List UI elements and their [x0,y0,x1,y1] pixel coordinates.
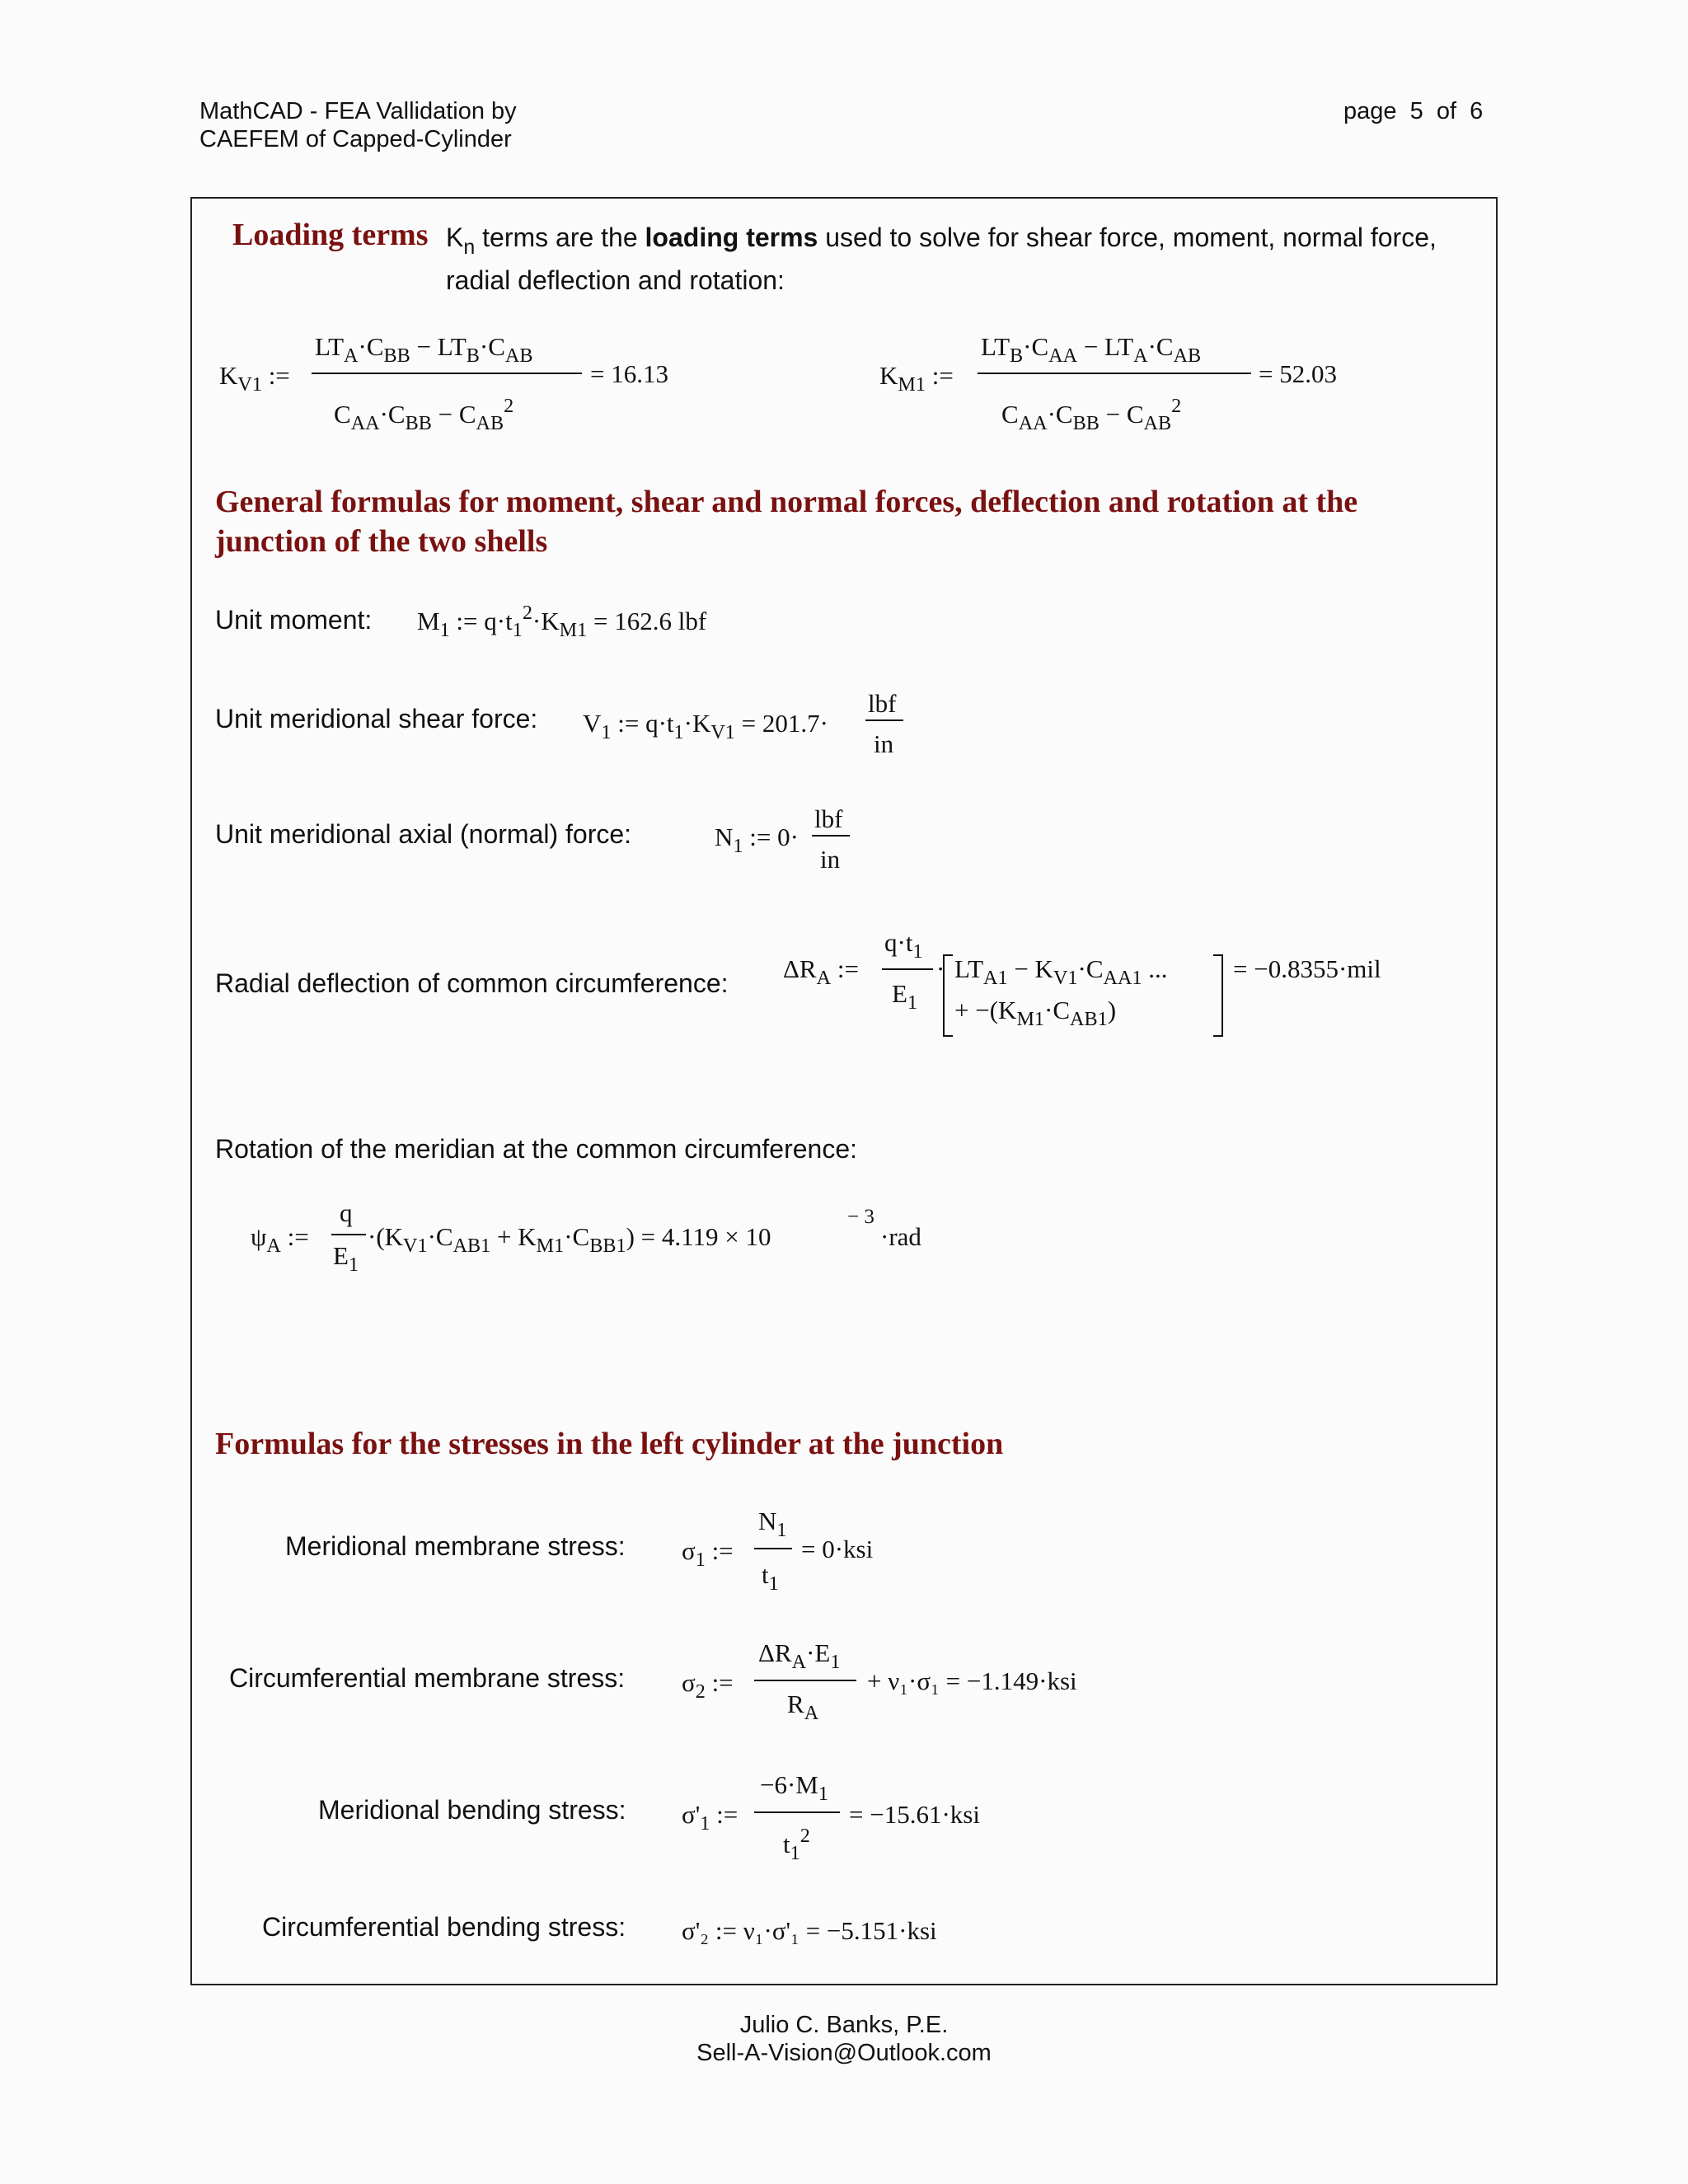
circumferential-bending-label: Circumferential bending stress: [262,1912,626,1942]
meridional-bending-label: Meridional bending stress: [318,1795,626,1825]
n1-unit-den: in [820,845,841,874]
loading-text-pre: terms are the [482,223,638,252]
sigma2-num: $\Delta R_A\cdot E_1$ [758,1638,841,1674]
kv1-denominator: $C_{AA}\cdot C_{BB} - C_{AB}^2$ [334,394,514,435]
delta-ra-num: $q\cdot t_1$ [884,928,923,963]
sigma1p-num: $-6\cdot M_1$ [760,1770,828,1806]
page-number: page 5 of 6 [1343,98,1484,124]
psi-a-result: = 4.119 × 10 [640,1222,771,1251]
psi-a-unit: ·rad [880,1222,921,1251]
unit-axial-label: Unit meridional axial (normal) force: [215,819,632,849]
loading-terms-title: Loading terms [232,218,429,252]
psi-a-lhs: $\psi_A$ := [251,1222,309,1258]
sigma2-den: $R_A$ [787,1690,819,1725]
footer-author: Julio C. Banks, P.E. [739,2012,949,2038]
v1-unit-den: in [874,729,894,758]
footer-email: Sell-A-Vision@Outlook.com [696,2040,992,2066]
loading-text-post: used to solve for shear force, moment, normal force, [825,223,1437,252]
km1-lhs: $K_{M1}$ := [879,361,954,396]
sigma1-lhs: $\sigma_1$ := [682,1536,734,1572]
k-symbol: $K_n$ [446,223,476,259]
header-title-line2: CAEFEM of Capped-Cylinder [199,126,512,152]
km1-numerator: $LT_B\cdot C_{AA} - LT_A\cdot C_{AB}$ [981,332,1202,368]
psi-a-den: $E_1$ [333,1241,359,1277]
sigma1-den: $t_1$ [762,1560,779,1596]
v1-unit-num: lbf [868,689,897,718]
delta-ra-den: $E_1$ [892,979,918,1015]
sigma1p-lhs: $\sigma'_1$ := [682,1800,738,1835]
delta-ra-bar [882,968,933,970]
kv1-lhs: $K_{V1}$ := [219,361,290,396]
sigma1-num: $N_1$ [758,1507,787,1542]
v1-result: = 201.7· [741,709,828,738]
unit-shear-label: Unit meridional shear force: [215,704,538,733]
sigma1p-result: = −15.61·ksi [849,1800,980,1829]
general-formulas-title-line1: General formulas for moment, shear and normal forces, deflection and rotation at the [215,485,1358,519]
km1-denominator: $C_{AA}\cdot C_{BB} - C_{AB}^2$ [1001,394,1182,435]
sigma2-result: + ν₁·σ₁ = −1.149·ksi [867,1666,1077,1695]
n1-unit-bar [812,835,850,837]
m1-formula: $M_1$ := $q\cdot t_1^2\cdot K_{M1} = 162.6$ lbf [417,601,707,642]
loading-terms-text [446,223,1437,259]
circumferential-membrane-label: Circumferential membrane stress: [229,1663,626,1693]
m1-result: = 162.6 lbf [593,607,707,635]
n1-formula: $N_1$ := 0· [715,823,799,858]
kv1-numerator: $LT_A\cdot C_{BB} - LT_B\cdot C_{AB}$ [315,332,533,368]
general-formulas-title-line2: junction of the two shells [215,524,548,559]
matrix-bracket-right [1213,954,1223,1037]
unit-moment-label: Unit moment: [215,605,373,635]
header-title-line1: MathCAD - FEA Vallidation by [199,98,517,124]
psi-a-exponent: − 3 [847,1206,874,1228]
km1-fraction-bar [978,373,1251,374]
loading-text-line2: radial deflection and rotation: [446,265,785,295]
n1-unit-num: lbf [814,804,843,833]
worksheet-frame [190,197,1498,1985]
delta-ra-dot: · [936,954,945,983]
rotation-label: Rotation of the meridian at the common circumference: [215,1134,858,1164]
delta-ra-row1: $LT_{A1} - K_{V1}\cdot C_{AA1}$ ... [954,954,1168,990]
sigma1p-bar [754,1811,840,1813]
loading-text-bold: loading terms [645,223,818,252]
v1-formula: $V_1$ := $q\cdot t_1\cdot K_{V1} = 201.7\cdot$ [583,709,828,744]
sigma2-lhs: $\sigma_2$ := [682,1668,734,1704]
sigma1-bar [754,1548,792,1549]
n1-value: := 0· [749,823,799,851]
delta-ra-row2: + $-(K_{M1}\cdot C_{AB1})$ [954,996,1117,1031]
delta-ra-lhs: $\Delta R_A$ := [783,954,859,990]
psi-a-body: $\cdot(K_{V1}\cdot C_{AB1} + K_{M1}\cdot C_{BB1}) = 4.119 \times 10$ [368,1222,771,1258]
sigma1-result: = 0·ksi [801,1535,874,1563]
psi-a-bar [331,1234,366,1235]
sigma2p-formula: σ'₂ := ν₁·σ'₁ = −5.151·ksi [682,1916,937,1945]
meridional-membrane-label: Meridional membrane stress: [285,1531,626,1561]
kv1-fraction-bar [312,373,582,374]
km1-result: = 52.03 [1259,359,1337,388]
kv1-result: = 16.13 [590,359,668,388]
stresses-title: Formulas for the stresses in the left cylinder at the junction [215,1427,1004,1461]
sigma2-bar [754,1680,856,1681]
v1-unit-bar [865,719,903,721]
matrix-bracket-left [943,954,953,1037]
sigma1p-den: $t_1^2$ [783,1824,810,1865]
radial-deflection-label: Radial deflection of common circumference: [215,968,729,998]
psi-a-num: q [340,1198,353,1227]
delta-ra-result: = −0.8355·mil [1233,954,1381,983]
